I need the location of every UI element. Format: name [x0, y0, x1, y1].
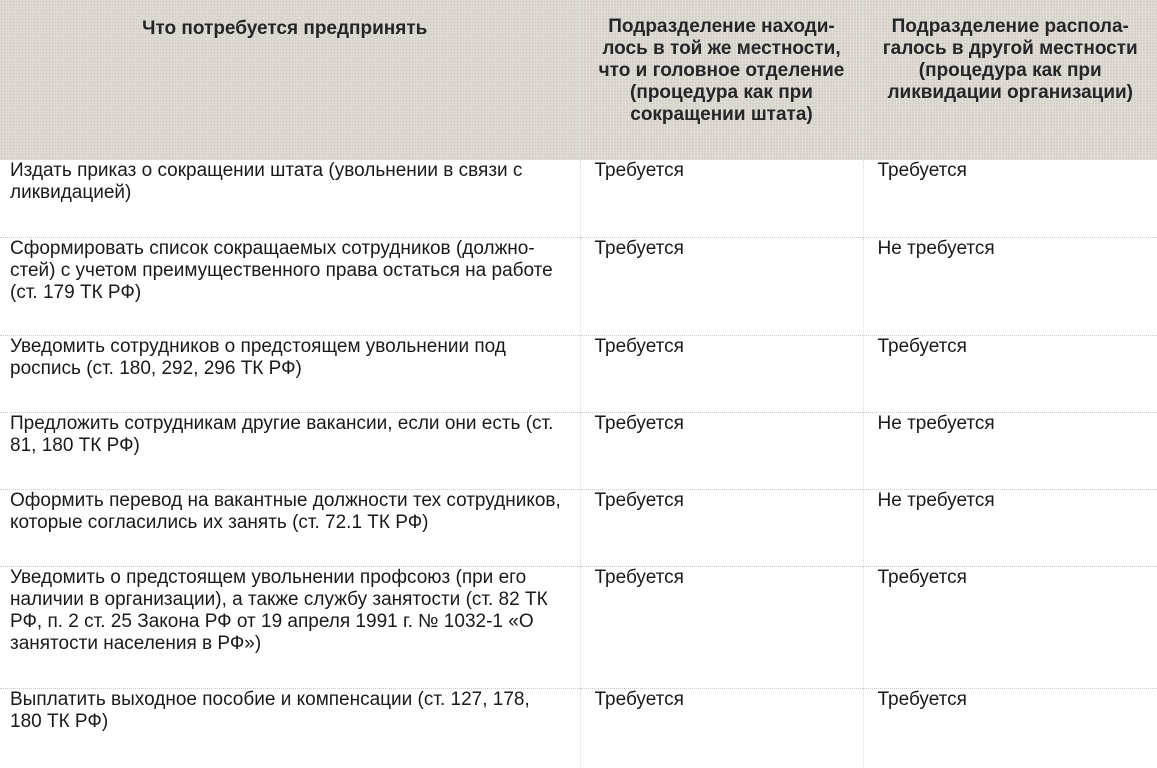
row-same-locality: Требуется: [580, 566, 863, 688]
row-other-locality: Не требуется: [863, 489, 1157, 566]
row-action: [0, 335, 580, 412]
table-row: [0, 160, 1157, 237]
row-action-text: Уведомить сотрудников о предстоящем увольнении под роспись (ст. 180, 292, 296 ТК РФ): [10, 335, 506, 379]
row-same-locality: Требуется: [580, 489, 863, 566]
table-row: [0, 566, 1157, 688]
row-other-locality: Не требуется: [863, 237, 1157, 335]
row-action-text: Предложить сотрудникам другие вакансии, если они есть (ст. 81, 180 ТК РФ): [10, 412, 554, 456]
table-row: [0, 489, 1157, 566]
row-action-text: Выплатить выходное пособие и компенсации (ст. 127, 178, 180 ТК РФ): [10, 688, 530, 732]
header-same-locality: Подразделение находи- лось в той же местности, что и головное отделение (процедура как при сокращении штата): [580, 0, 863, 160]
row-other-locality: Не требуется: [863, 412, 1157, 489]
row-action-text: Издать приказ о сокращении штата (увольнении в связи с ликвидацией): [10, 160, 523, 203]
row-other-locality: Требуется: [863, 688, 1157, 768]
row-action: [0, 688, 580, 768]
row-same-locality: Требуется: [580, 688, 863, 768]
row-action-text: Оформить перевод на вакантные должности тех сотрудников, которые согласились их занять (ст. 72.1 ТК РФ): [10, 489, 561, 533]
table-row: [0, 412, 1157, 489]
row-action-text: Уведомить о предстоящем увольнении профсоюз (при его наличии в организации), а также службу занятости (ст. 82 ТК РФ, п. 2 ст. 25 Закона РФ от 19 апреля 1991 г. № 1032-1 «О занятости населения в РФ»): [10, 566, 548, 654]
row-other-locality: Требуется: [863, 566, 1157, 688]
table-row: [0, 237, 1157, 335]
table-row: [0, 335, 1157, 412]
table-body: [0, 160, 1157, 768]
header-action: Что потребуется предпринять: [0, 0, 580, 160]
row-action-text: Сформировать список сокращаемых сотрудников (должно-стей) с учетом преимущественного права остаться на работе (ст. 179 ТК РФ): [10, 237, 553, 303]
row-same-locality: Требуется: [580, 412, 863, 489]
row-same-locality: Требуется: [580, 160, 863, 237]
table-row: [0, 688, 1157, 768]
header-row: [0, 0, 1157, 160]
header-other-locality: Подразделение распола- галось в другой местности (процедура как при ликвидации организации): [863, 0, 1157, 160]
row-other-locality: Требуется: [863, 335, 1157, 412]
row-same-locality: Требуется: [580, 335, 863, 412]
table-header: [0, 0, 1157, 160]
row-action: [0, 489, 580, 566]
row-action: [0, 412, 580, 489]
row-same-locality: Требуется: [580, 237, 863, 335]
row-action: [0, 237, 580, 335]
row-action: [0, 566, 580, 688]
row-action: [0, 160, 580, 237]
row-other-locality: Требуется: [863, 160, 1157, 237]
